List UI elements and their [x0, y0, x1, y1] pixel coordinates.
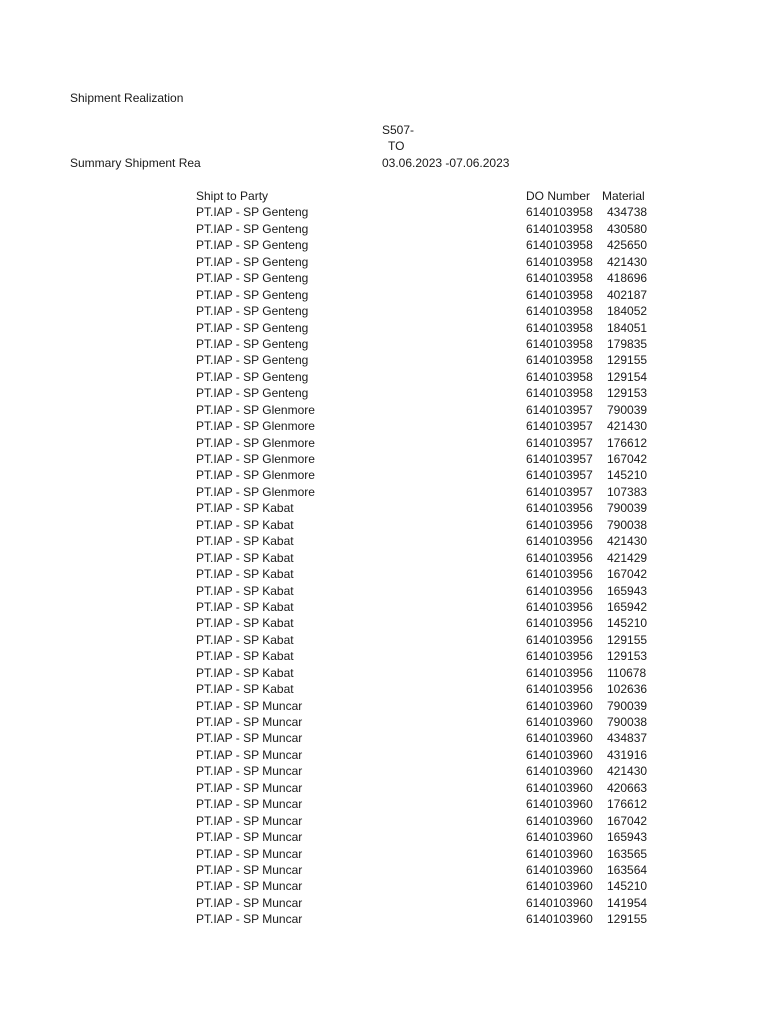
party-cell: PT.IAP - SP Kabat [196, 550, 294, 565]
do-number-cell: 6140103960 [526, 797, 593, 812]
material-cell: 167042 [607, 452, 648, 466]
do-number-cell: 6140103957 [526, 402, 593, 417]
table-row [196, 369, 666, 385]
material-cell: 176612 [607, 797, 648, 812]
table-row [196, 583, 666, 599]
material-cell: 184052 [607, 304, 648, 319]
party-cell: PT.IAP - SP Glenmore [196, 484, 315, 499]
material-cell: 129154 [607, 369, 648, 384]
party-cell: PT.IAP - SP Genteng [196, 304, 309, 319]
material-cell: 790039 [607, 402, 648, 417]
do-number-cell: 6140103958 [526, 386, 593, 401]
to-label: TO [388, 139, 405, 153]
party-cell: PT.IAP - SP Muncar [196, 895, 303, 910]
do-number-cell: 6140103956 [526, 567, 593, 582]
table-row [196, 911, 666, 927]
table-row [196, 698, 666, 714]
party-cell: PT.IAP - SP Muncar [196, 698, 303, 713]
do-number-cell: 6140103960 [526, 879, 593, 894]
table-row [196, 467, 666, 483]
party-cell: PT.IAP - SP Genteng [196, 386, 309, 401]
party-cell: PT.IAP - SP Muncar [196, 879, 303, 894]
do-number-cell: 6140103957 [526, 484, 593, 499]
table-row [196, 435, 666, 451]
party-cell: PT.IAP - SP Muncar [196, 912, 303, 927]
do-number-cell: 6140103960 [526, 813, 593, 828]
party-cell: PT.IAP - SP Glenmore [196, 468, 315, 483]
material-cell: 421430 [607, 419, 648, 434]
material-cell: 790038 [607, 715, 648, 729]
do-number-cell: 6140103958 [526, 353, 593, 368]
table-row [196, 352, 666, 368]
material-cell: 129153 [607, 386, 648, 401]
material-cell: 129153 [607, 649, 648, 664]
material-cell: 184051 [607, 320, 648, 335]
material-cell: 145210 [607, 879, 648, 894]
table-row [196, 550, 666, 566]
date-range: 03.06.2023 -07.06.2023 [382, 156, 510, 170]
table-row [196, 237, 666, 253]
party-cell: PT.IAP - SP Muncar [196, 747, 303, 762]
table-row [196, 254, 666, 270]
column-header-party: Shipt to Party [196, 189, 269, 203]
material-cell: 790039 [607, 698, 648, 713]
table-row [196, 648, 666, 664]
material-cell: 176612 [607, 435, 648, 450]
do-number-cell: 6140103958 [526, 238, 593, 253]
material-cell: 425650 [607, 238, 648, 253]
party-cell: PT.IAP - SP Glenmore [196, 402, 315, 417]
do-number-cell: 6140103958 [526, 221, 593, 236]
party-cell: PT.IAP - SP Kabat [196, 616, 294, 631]
party-cell: PT.IAP - SP Muncar [196, 813, 303, 828]
table-row [196, 517, 666, 533]
party-cell: PT.IAP - SP Glenmore [196, 419, 315, 434]
do-number-cell: 6140103956 [526, 534, 593, 549]
table-row [196, 385, 666, 401]
material-cell: 129155 [607, 912, 648, 927]
material-cell: 421429 [607, 550, 648, 565]
material-cell: 141954 [607, 895, 648, 910]
table-row [196, 270, 666, 286]
column-header-material: Material [602, 189, 645, 203]
do-number-cell: 6140103960 [526, 862, 593, 877]
table-row [196, 204, 666, 220]
party-cell: PT.IAP - SP Genteng [196, 369, 309, 384]
table-row [196, 484, 666, 500]
do-number-cell: 6140103956 [526, 501, 593, 516]
party-cell: PT.IAP - SP Kabat [196, 583, 294, 598]
party-cell: PT.IAP - SP Muncar [196, 715, 303, 729]
material-cell: 129155 [607, 353, 648, 368]
table-row [196, 813, 666, 829]
plant-code: S507- [382, 123, 415, 137]
do-number-cell: 6140103960 [526, 747, 593, 762]
do-number-cell: 6140103960 [526, 698, 593, 713]
do-number-cell: 6140103960 [526, 895, 593, 910]
material-cell: 179835 [607, 336, 648, 351]
material-cell: 165942 [607, 599, 648, 614]
material-cell: 421430 [607, 534, 648, 549]
material-cell: 434837 [607, 731, 648, 746]
table-row [196, 665, 666, 681]
party-cell: PT.IAP - SP Muncar [196, 846, 303, 861]
table-body [196, 204, 666, 927]
material-cell: 167042 [607, 813, 648, 828]
table-row [196, 566, 666, 582]
table-row [196, 287, 666, 303]
do-number-cell: 6140103958 [526, 254, 593, 269]
do-number-cell: 6140103957 [526, 419, 593, 434]
party-cell: PT.IAP - SP Kabat [196, 517, 294, 532]
party-cell: PT.IAP - SP Genteng [196, 320, 309, 335]
party-cell: PT.IAP - SP Kabat [196, 682, 294, 697]
material-cell: 129155 [607, 632, 648, 647]
do-number-cell: 6140103958 [526, 369, 593, 384]
table-row [196, 681, 666, 697]
table-row [196, 221, 666, 237]
material-cell: 402187 [607, 287, 648, 302]
party-cell: PT.IAP - SP Glenmore [196, 452, 315, 466]
party-cell: PT.IAP - SP Kabat [196, 599, 294, 614]
table-row [196, 878, 666, 894]
do-number-cell: 6140103958 [526, 320, 593, 335]
party-cell: PT.IAP - SP Glenmore [196, 435, 315, 450]
table-row [196, 533, 666, 549]
do-number-cell: 6140103960 [526, 715, 593, 729]
material-cell: 790039 [607, 501, 648, 516]
table-row [196, 320, 666, 336]
report-subtitle: Summary Shipment Rea [70, 156, 201, 170]
party-cell: PT.IAP - SP Muncar [196, 780, 303, 795]
party-cell: PT.IAP - SP Genteng [196, 287, 309, 302]
shipment-table [196, 188, 666, 928]
do-number-cell: 6140103957 [526, 468, 593, 483]
do-number-cell: 6140103956 [526, 616, 593, 631]
party-cell: PT.IAP - SP Genteng [196, 336, 309, 351]
party-cell: PT.IAP - SP Genteng [196, 271, 309, 286]
material-cell: 102636 [607, 682, 648, 697]
do-number-cell: 6140103960 [526, 780, 593, 795]
do-number-cell: 6140103960 [526, 731, 593, 746]
party-cell: PT.IAP - SP Genteng [196, 221, 309, 236]
table-row [196, 418, 666, 434]
do-number-cell: 6140103956 [526, 599, 593, 614]
table-row [196, 780, 666, 796]
table-row [196, 796, 666, 812]
material-cell: 420663 [607, 780, 648, 795]
material-cell: 110678 [607, 665, 647, 680]
do-number-cell: 6140103956 [526, 550, 593, 565]
material-cell: 167042 [607, 567, 648, 582]
table-row [196, 730, 666, 746]
material-cell: 434738 [607, 205, 648, 220]
table-row [196, 862, 666, 878]
material-cell: 145210 [607, 468, 648, 483]
party-cell: PT.IAP - SP Muncar [196, 830, 303, 845]
do-number-cell: 6140103960 [526, 912, 593, 927]
table-row [196, 747, 666, 763]
do-number-cell: 6140103956 [526, 682, 593, 697]
column-header-do-number: DO Number [526, 189, 591, 203]
party-cell: PT.IAP - SP Kabat [196, 501, 294, 516]
table-header-row [196, 188, 666, 204]
material-cell: 145210 [607, 616, 648, 631]
material-cell: 418696 [607, 271, 648, 286]
material-cell: 790038 [607, 517, 648, 532]
material-cell: 421430 [607, 764, 648, 779]
do-number-cell: 6140103958 [526, 287, 593, 302]
do-number-cell: 6140103956 [526, 517, 593, 532]
material-cell: 165943 [607, 830, 648, 845]
party-cell: PT.IAP - SP Muncar [196, 797, 303, 812]
material-cell: 107383 [607, 484, 648, 499]
table-row [196, 895, 666, 911]
do-number-cell: 6140103960 [526, 846, 593, 861]
table-row [196, 303, 666, 319]
do-number-cell: 6140103960 [526, 830, 593, 845]
party-cell: PT.IAP - SP Kabat [196, 649, 294, 664]
table-row [196, 846, 666, 862]
table-row [196, 615, 666, 631]
party-cell: PT.IAP - SP Muncar [196, 764, 303, 779]
table-row [196, 451, 666, 467]
material-cell: 430580 [607, 221, 648, 236]
do-number-cell: 6140103956 [526, 665, 593, 680]
do-number-cell: 6140103958 [526, 304, 593, 319]
party-cell: PT.IAP - SP Genteng [196, 238, 309, 253]
do-number-cell: 6140103958 [526, 271, 593, 286]
party-cell: PT.IAP - SP Muncar [196, 862, 303, 877]
party-cell: PT.IAP - SP Kabat [196, 632, 294, 647]
do-number-cell: 6140103956 [526, 632, 593, 647]
do-number-cell: 6140103956 [526, 649, 593, 664]
material-cell: 431916 [607, 747, 648, 762]
table-row [196, 599, 666, 615]
material-cell: 163564 [607, 862, 648, 877]
party-cell: PT.IAP - SP Genteng [196, 353, 309, 368]
do-number-cell: 6140103958 [526, 205, 593, 220]
do-number-cell: 6140103958 [526, 336, 593, 351]
table-row [196, 632, 666, 648]
party-cell: PT.IAP - SP Kabat [196, 534, 294, 549]
do-number-cell: 6140103957 [526, 452, 593, 466]
do-number-cell: 6140103957 [526, 435, 593, 450]
report-title: Shipment Realization [70, 91, 184, 105]
table-row [196, 402, 666, 418]
party-cell: PT.IAP - SP Muncar [196, 731, 303, 746]
do-number-cell: 6140103960 [526, 764, 593, 779]
party-cell: PT.IAP - SP Kabat [196, 665, 294, 680]
table-row [196, 336, 666, 352]
table-row [196, 763, 666, 779]
do-number-cell: 6140103956 [526, 583, 593, 598]
material-cell: 163565 [607, 846, 648, 861]
material-cell: 165943 [607, 583, 648, 598]
party-cell: PT.IAP - SP Kabat [196, 567, 294, 582]
table-row [196, 829, 666, 845]
party-cell: PT.IAP - SP Genteng [196, 205, 309, 220]
material-cell: 421430 [607, 254, 648, 269]
table-row [196, 714, 666, 730]
table-row [196, 500, 666, 516]
party-cell: PT.IAP - SP Genteng [196, 254, 309, 269]
